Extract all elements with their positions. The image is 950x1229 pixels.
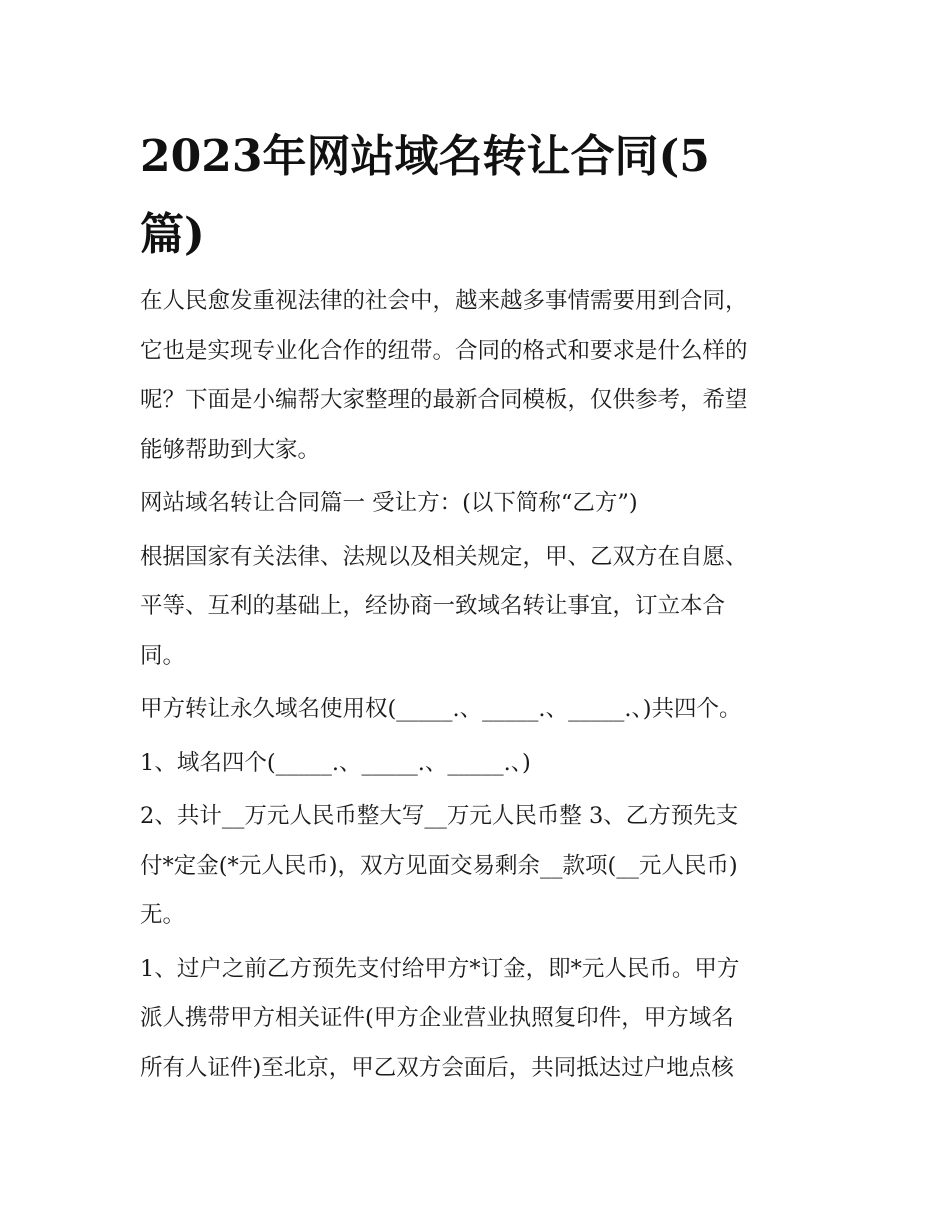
text-line: 甲方转让永久域名使用权(_____.、_____.、_____.、)共四个。 [140, 696, 742, 722]
text-line: 在人民愈发重视法律的社会中，越来越多事情需要用到合同， [140, 288, 748, 314]
text-line: 付*定金(*元人民币)，双方见面交易剩余__款项(__元人民币) [140, 852, 738, 879]
text-line: 2、共计__万元人民币整大写__万元人民币整 3、乙方预先支 [140, 803, 739, 829]
text-line: 平等、互利的基础上，经协商一致域名转让事宜，订立本合 [140, 593, 726, 619]
section-heading-paragraph [140, 479, 820, 529]
clause-domains [140, 739, 820, 789]
text-line: 网站域名转让合同篇一 受让方：(以下简称“乙方”) [140, 490, 638, 516]
intro-paragraph [140, 277, 820, 475]
text-line: 呢？下面是小编帮大家整理的最新合同模板，仅供参考，希望 [140, 387, 748, 413]
clause-transfer-process [140, 945, 820, 1094]
basis-paragraph [140, 533, 820, 682]
document-body [140, 277, 820, 1097]
transfer-paragraph [140, 685, 820, 735]
text-line: 同。 [140, 642, 186, 669]
document-title [140, 118, 820, 274]
text-line: 无。 [140, 902, 186, 928]
text-line: 能够帮助到大家。 [140, 436, 321, 463]
text-line: 根据国家有关法律、法规以及相关规定，甲、乙双方在自愿、 [140, 543, 748, 570]
title-line: 2023年网站域名转让合同(5 [140, 131, 710, 182]
text-line: 1、域名四个(_____.、_____.、_____.、) [140, 749, 531, 776]
text-line: 所有人证件)至北京，甲乙双方会面后，共同抵达过户地点核 [140, 1054, 734, 1081]
text-line: 1、过户之前乙方预先支付给甲方*订金，即*元人民币。甲方 [140, 955, 740, 982]
text-line: 派人携带甲方相关证件(甲方企业营业执照复印件，甲方域名 [140, 1005, 734, 1031]
clause-payment [140, 792, 820, 941]
title-line: 篇) [140, 209, 205, 260]
text-line: 它也是实现专业化合作的纽带。合同的格式和要求是什么样的 [140, 337, 748, 364]
